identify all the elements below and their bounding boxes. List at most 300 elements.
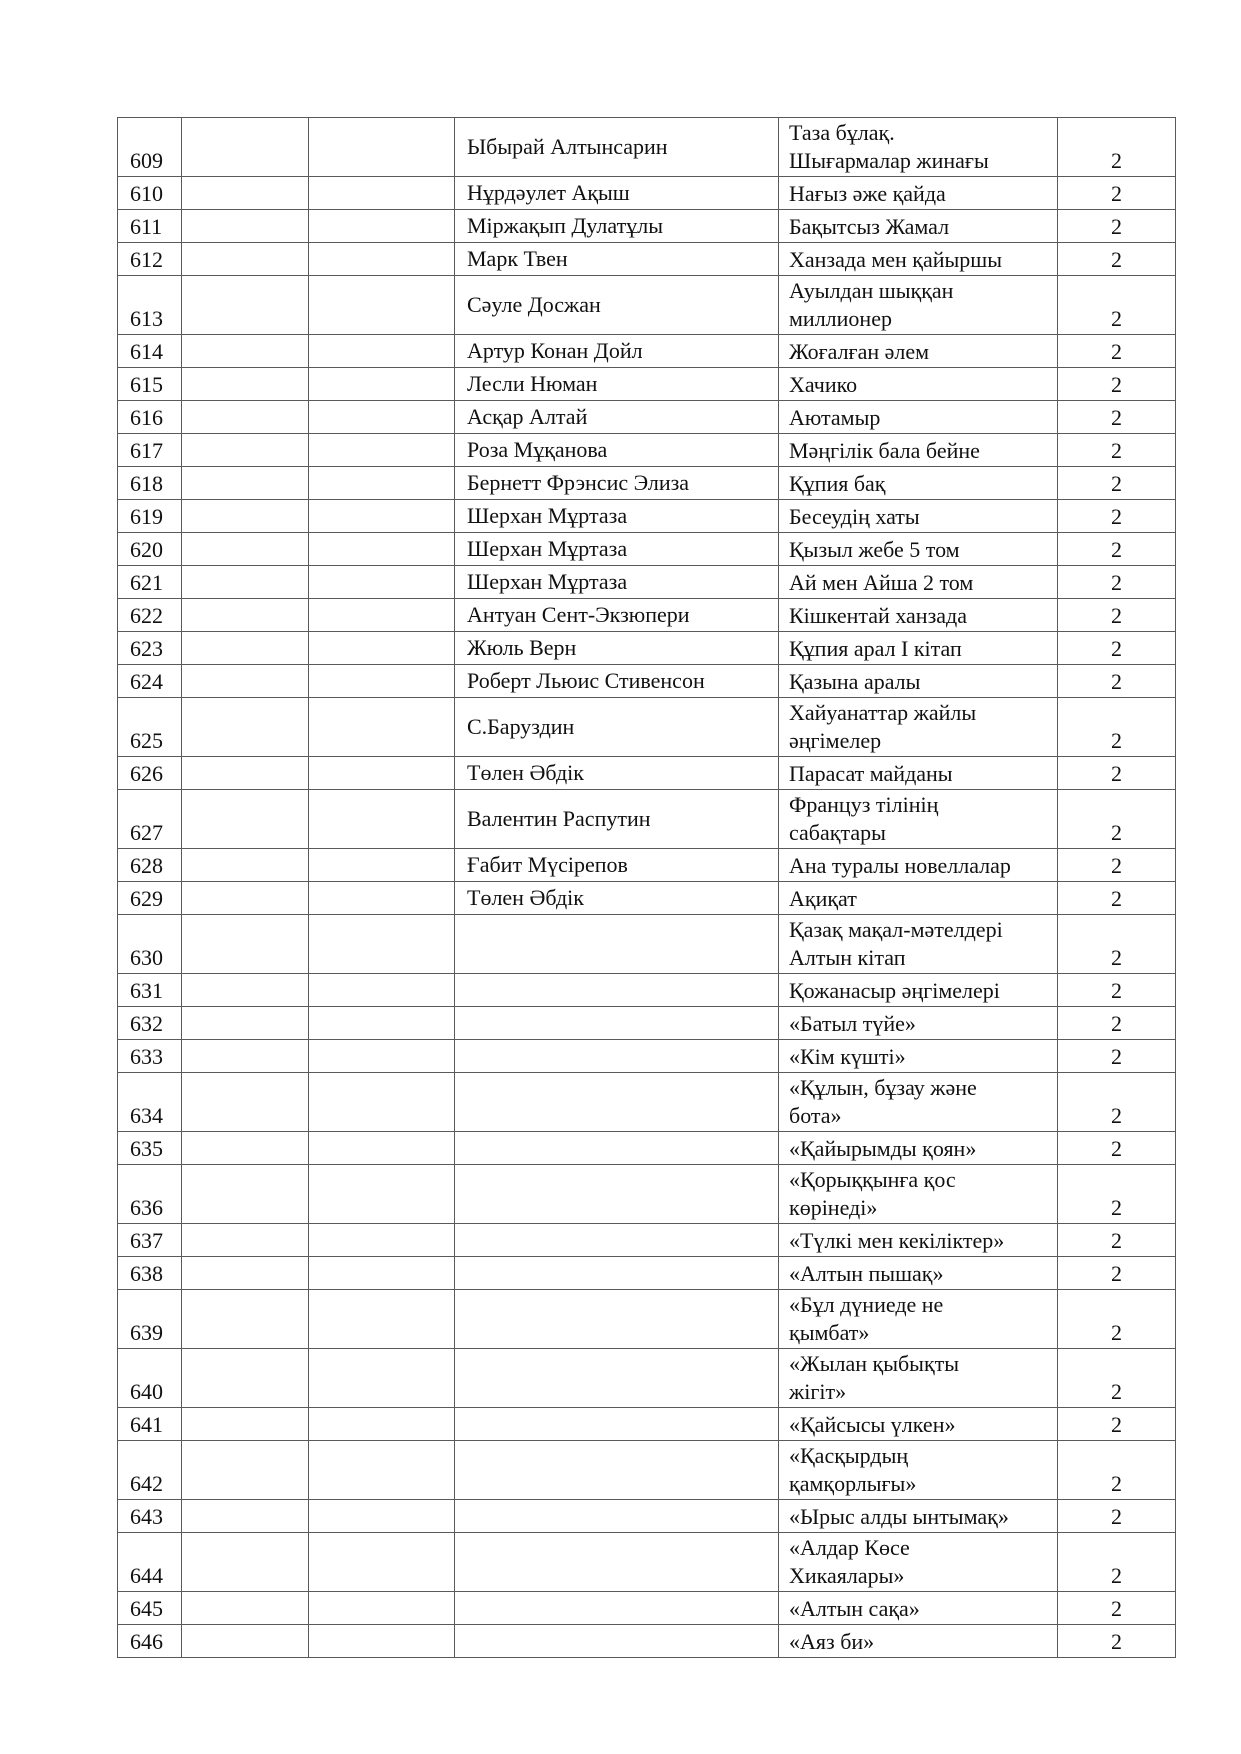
- table-row: [118, 335, 1176, 368]
- empty-cell: [182, 1625, 309, 1658]
- title-cell: [779, 118, 1058, 177]
- author-cell: Нұрдәулет Ақыш: [455, 177, 779, 210]
- table-row: [118, 243, 1176, 276]
- empty-cell: [309, 177, 455, 210]
- empty-cell: [309, 566, 455, 599]
- table-row: [118, 1040, 1176, 1073]
- empty-cell: [182, 177, 309, 210]
- table-row: [118, 1625, 1176, 1658]
- copies-count-cell: 2: [1058, 243, 1176, 276]
- row-number-cell: 635: [118, 1132, 182, 1165]
- copies-count-cell: 2: [1058, 790, 1176, 849]
- author-cell: Жюль Верн: [455, 632, 779, 665]
- empty-cell: [182, 849, 309, 882]
- table-row: [118, 177, 1176, 210]
- author-cell: [455, 1625, 779, 1658]
- title-line: қымбат»: [789, 1320, 870, 1345]
- author-cell: [455, 915, 779, 974]
- empty-cell: [309, 1073, 455, 1132]
- empty-cell: [182, 434, 309, 467]
- title-cell: [779, 915, 1058, 974]
- row-number-cell: 610: [118, 177, 182, 210]
- row-number-cell: 636: [118, 1165, 182, 1224]
- copies-count-cell: 2: [1058, 599, 1176, 632]
- empty-cell: [182, 632, 309, 665]
- empty-cell: [182, 566, 309, 599]
- author-cell: Шерхан Мұртаза: [455, 533, 779, 566]
- empty-cell: [309, 915, 455, 974]
- table-row: [118, 1441, 1176, 1500]
- row-number-cell: 629: [118, 882, 182, 915]
- title-line: Аютамыр: [789, 405, 881, 430]
- title-line: «Қасқырдың: [789, 1443, 909, 1468]
- copies-count-cell: 2: [1058, 500, 1176, 533]
- title-line: Жоғалған әлем: [789, 339, 930, 364]
- author-cell: Шерхан Мұртаза: [455, 500, 779, 533]
- title-cell: [779, 1290, 1058, 1349]
- copies-count-cell: 2: [1058, 1073, 1176, 1132]
- title-line: Қожанасыр әңгімелері: [789, 978, 1000, 1003]
- empty-cell: [309, 335, 455, 368]
- title-cell: [779, 757, 1058, 790]
- title-cell: [779, 434, 1058, 467]
- title-line: Хачико: [789, 372, 858, 397]
- title-line: Құпия бақ: [789, 471, 886, 496]
- title-line: «Қайсысы үлкен»: [789, 1412, 956, 1437]
- empty-cell: [182, 118, 309, 177]
- title-cell: [779, 1408, 1058, 1441]
- row-number-cell: 628: [118, 849, 182, 882]
- title-line: «Кім күшті»: [789, 1044, 906, 1069]
- table-row: [118, 210, 1176, 243]
- title-line: Қазақ мақал-мәтелдері: [789, 917, 1003, 942]
- title-cell: [779, 1073, 1058, 1132]
- empty-cell: [309, 698, 455, 757]
- author-cell: [455, 1533, 779, 1592]
- copies-count-cell: 2: [1058, 533, 1176, 566]
- author-cell: [455, 1592, 779, 1625]
- empty-cell: [182, 1349, 309, 1408]
- title-line: Қызыл жебе 5 том: [789, 537, 960, 562]
- table-row: [118, 401, 1176, 434]
- table-row: [118, 974, 1176, 1007]
- empty-cell: [182, 1533, 309, 1592]
- copies-count-cell: 2: [1058, 665, 1176, 698]
- title-line: «Түлкі мен кекіліктер»: [789, 1228, 1005, 1253]
- row-number-cell: 626: [118, 757, 182, 790]
- table-row: [118, 1007, 1176, 1040]
- row-number-cell: 640: [118, 1349, 182, 1408]
- title-line: жігіт»: [789, 1379, 847, 1404]
- row-number-cell: 641: [118, 1408, 182, 1441]
- copies-count-cell: 2: [1058, 467, 1176, 500]
- empty-cell: [182, 1257, 309, 1290]
- author-cell: [455, 1257, 779, 1290]
- title-line: сабақтары: [789, 820, 886, 845]
- author-cell: [455, 1040, 779, 1073]
- empty-cell: [182, 533, 309, 566]
- empty-cell: [309, 632, 455, 665]
- author-cell: Міржақып Дулатұлы: [455, 210, 779, 243]
- empty-cell: [182, 1290, 309, 1349]
- title-line: «Алтын сақа»: [789, 1596, 920, 1621]
- row-number-cell: 624: [118, 665, 182, 698]
- empty-cell: [182, 210, 309, 243]
- title-cell: [779, 276, 1058, 335]
- row-number-cell: 634: [118, 1073, 182, 1132]
- author-cell: Лесли Нюман: [455, 368, 779, 401]
- title-cell: [779, 599, 1058, 632]
- table-row: [118, 1592, 1176, 1625]
- copies-count-cell: 2: [1058, 434, 1176, 467]
- title-line: Ханзада мен қайыршы: [789, 247, 1003, 272]
- title-cell: [779, 533, 1058, 566]
- table-row: [118, 276, 1176, 335]
- author-cell: Роберт Льюис Стивенсон: [455, 665, 779, 698]
- empty-cell: [309, 1132, 455, 1165]
- copies-count-cell: 2: [1058, 210, 1176, 243]
- table-row: [118, 1165, 1176, 1224]
- copies-count-cell: 2: [1058, 276, 1176, 335]
- row-number-cell: 630: [118, 915, 182, 974]
- empty-cell: [182, 1441, 309, 1500]
- copies-count-cell: 2: [1058, 401, 1176, 434]
- author-cell: С.Баруздин: [455, 698, 779, 757]
- row-number-cell: 645: [118, 1592, 182, 1625]
- author-cell: [455, 1007, 779, 1040]
- row-number-cell: 612: [118, 243, 182, 276]
- row-number-cell: 637: [118, 1224, 182, 1257]
- copies-count-cell: 2: [1058, 915, 1176, 974]
- table-row: [118, 434, 1176, 467]
- empty-cell: [309, 210, 455, 243]
- empty-cell: [182, 882, 309, 915]
- title-line: «Жылан қыбықты: [789, 1351, 960, 1376]
- table-row: [118, 915, 1176, 974]
- empty-cell: [182, 1408, 309, 1441]
- author-cell: [455, 1224, 779, 1257]
- empty-cell: [309, 790, 455, 849]
- table-row: [118, 632, 1176, 665]
- row-number-cell: 631: [118, 974, 182, 1007]
- empty-cell: [182, 1007, 309, 1040]
- row-number-cell: 614: [118, 335, 182, 368]
- copies-count-cell: 2: [1058, 698, 1176, 757]
- title-line: көрінеді»: [789, 1195, 878, 1220]
- row-number-cell: 619: [118, 500, 182, 533]
- title-cell: [779, 368, 1058, 401]
- copies-count-cell: 2: [1058, 118, 1176, 177]
- empty-cell: [182, 698, 309, 757]
- row-number-cell: 638: [118, 1257, 182, 1290]
- author-cell: Төлен Әбдік: [455, 882, 779, 915]
- author-cell: [455, 1073, 779, 1132]
- copies-count-cell: 2: [1058, 1533, 1176, 1592]
- title-cell: [779, 1441, 1058, 1500]
- author-cell: [455, 1132, 779, 1165]
- table-row: [118, 849, 1176, 882]
- row-number-cell: 613: [118, 276, 182, 335]
- title-line: Ана туралы новеллалар: [789, 853, 1011, 878]
- copies-count-cell: 2: [1058, 1132, 1176, 1165]
- row-number-cell: 639: [118, 1290, 182, 1349]
- table-row: [118, 599, 1176, 632]
- author-cell: Шерхан Мұртаза: [455, 566, 779, 599]
- empty-cell: [309, 1290, 455, 1349]
- empty-cell: [309, 533, 455, 566]
- table-row: [118, 500, 1176, 533]
- table-row: [118, 790, 1176, 849]
- copies-count-cell: 2: [1058, 368, 1176, 401]
- title-line: Шығармалар жинағы: [789, 148, 989, 173]
- row-number-cell: 646: [118, 1625, 182, 1658]
- title-cell: [779, 1257, 1058, 1290]
- empty-cell: [309, 974, 455, 1007]
- title-cell: [779, 1349, 1058, 1408]
- row-number-cell: 615: [118, 368, 182, 401]
- empty-cell: [182, 401, 309, 434]
- row-number-cell: 620: [118, 533, 182, 566]
- table-row: [118, 566, 1176, 599]
- title-line: Таза бұлақ.: [789, 120, 895, 145]
- table-row: [118, 1257, 1176, 1290]
- title-line: Хайуанаттар жайлы: [789, 700, 977, 725]
- author-cell: Ыбырай Алтынсарин: [455, 118, 779, 177]
- table-row: [118, 467, 1176, 500]
- empty-cell: [182, 915, 309, 974]
- title-cell: [779, 790, 1058, 849]
- empty-cell: [309, 434, 455, 467]
- table-row: [118, 1349, 1176, 1408]
- table-row: [118, 533, 1176, 566]
- empty-cell: [309, 467, 455, 500]
- empty-cell: [309, 500, 455, 533]
- row-number-cell: 633: [118, 1040, 182, 1073]
- copies-count-cell: 2: [1058, 335, 1176, 368]
- table-body: [118, 118, 1176, 1658]
- author-cell: Марк Твен: [455, 243, 779, 276]
- title-line: Бесеудің хаты: [789, 504, 920, 529]
- title-cell: [779, 243, 1058, 276]
- title-line: Ай мен Айша 2 том: [789, 570, 974, 595]
- table-row: [118, 1533, 1176, 1592]
- table-row: [118, 1132, 1176, 1165]
- title-cell: [779, 1592, 1058, 1625]
- title-cell: [779, 665, 1058, 698]
- copies-count-cell: 2: [1058, 566, 1176, 599]
- title-cell: [779, 177, 1058, 210]
- title-line: «Аяз би»: [789, 1629, 875, 1654]
- empty-cell: [309, 243, 455, 276]
- table-row: [118, 665, 1176, 698]
- empty-cell: [182, 500, 309, 533]
- author-cell: [455, 1500, 779, 1533]
- empty-cell: [309, 1441, 455, 1500]
- empty-cell: [309, 1500, 455, 1533]
- title-line: «Ырыс алды ынтымақ»: [789, 1504, 1009, 1529]
- title-line: «Қайырымды қоян»: [789, 1136, 977, 1161]
- empty-cell: [309, 1408, 455, 1441]
- row-number-cell: 623: [118, 632, 182, 665]
- empty-cell: [182, 1073, 309, 1132]
- title-line: Ауылдан шыққан: [789, 278, 954, 303]
- empty-cell: [309, 599, 455, 632]
- title-line: бота»: [789, 1103, 842, 1128]
- empty-cell: [182, 467, 309, 500]
- title-cell: [779, 1625, 1058, 1658]
- author-cell: Асқар Алтай: [455, 401, 779, 434]
- empty-cell: [309, 849, 455, 882]
- empty-cell: [309, 368, 455, 401]
- empty-cell: [182, 1592, 309, 1625]
- title-cell: [779, 467, 1058, 500]
- row-number-cell: 618: [118, 467, 182, 500]
- empty-cell: [309, 1224, 455, 1257]
- title-cell: [779, 566, 1058, 599]
- title-cell: [779, 632, 1058, 665]
- empty-cell: [309, 1165, 455, 1224]
- row-number-cell: 627: [118, 790, 182, 849]
- title-cell: [779, 1165, 1058, 1224]
- table-row: [118, 1500, 1176, 1533]
- author-cell: Роза Мұқанова: [455, 434, 779, 467]
- row-number-cell: 643: [118, 1500, 182, 1533]
- copies-count-cell: 2: [1058, 1040, 1176, 1073]
- copies-count-cell: 2: [1058, 1165, 1176, 1224]
- empty-cell: [182, 1224, 309, 1257]
- title-cell: [779, 882, 1058, 915]
- author-cell: [455, 1165, 779, 1224]
- title-cell: [779, 1533, 1058, 1592]
- empty-cell: [309, 1592, 455, 1625]
- title-cell: [779, 974, 1058, 1007]
- empty-cell: [182, 1165, 309, 1224]
- empty-cell: [309, 118, 455, 177]
- copies-count-cell: 2: [1058, 849, 1176, 882]
- row-number-cell: 609: [118, 118, 182, 177]
- title-line: Қазына аралы: [789, 669, 921, 694]
- title-line: «Бұл дүниеде не: [789, 1292, 944, 1317]
- copies-count-cell: 2: [1058, 882, 1176, 915]
- empty-cell: [309, 665, 455, 698]
- empty-cell: [309, 276, 455, 335]
- copies-count-cell: 2: [1058, 1625, 1176, 1658]
- empty-cell: [309, 757, 455, 790]
- title-cell: [779, 210, 1058, 243]
- title-cell: [779, 1040, 1058, 1073]
- title-line: Бақытсыз Жамал: [789, 214, 950, 239]
- title-cell: [779, 335, 1058, 368]
- empty-cell: [309, 1040, 455, 1073]
- copies-count-cell: 2: [1058, 974, 1176, 1007]
- empty-cell: [182, 599, 309, 632]
- table-row: [118, 882, 1176, 915]
- empty-cell: [309, 882, 455, 915]
- row-number-cell: 621: [118, 566, 182, 599]
- table-row: [118, 1290, 1176, 1349]
- title-line: Парасат майданы: [789, 761, 953, 786]
- author-cell: [455, 1441, 779, 1500]
- empty-cell: [309, 1007, 455, 1040]
- copies-count-cell: 2: [1058, 632, 1176, 665]
- empty-cell: [182, 1132, 309, 1165]
- table-row: [118, 368, 1176, 401]
- author-cell: Антуан Сент-Экзюпери: [455, 599, 779, 632]
- empty-cell: [309, 1533, 455, 1592]
- book-list-table: [117, 117, 1176, 1658]
- copies-count-cell: 2: [1058, 757, 1176, 790]
- table-row: [118, 1073, 1176, 1132]
- author-cell: [455, 1408, 779, 1441]
- title-line: қамқорлығы»: [789, 1471, 917, 1496]
- row-number-cell: 622: [118, 599, 182, 632]
- title-cell: [779, 500, 1058, 533]
- title-line: Хикаялары»: [789, 1563, 905, 1588]
- author-cell: [455, 974, 779, 1007]
- copies-count-cell: 2: [1058, 1500, 1176, 1533]
- row-number-cell: 642: [118, 1441, 182, 1500]
- table-row: [118, 757, 1176, 790]
- title-line: Француз тілінің: [789, 792, 939, 817]
- empty-cell: [182, 1040, 309, 1073]
- title-line: Алтын кітап: [789, 945, 906, 970]
- empty-cell: [182, 243, 309, 276]
- title-cell: [779, 1500, 1058, 1533]
- empty-cell: [182, 974, 309, 1007]
- row-number-cell: 617: [118, 434, 182, 467]
- row-number-cell: 616: [118, 401, 182, 434]
- copies-count-cell: 2: [1058, 1224, 1176, 1257]
- empty-cell: [182, 790, 309, 849]
- title-line: миллионер: [789, 306, 892, 331]
- author-cell: Бернетт Фрэнсис Элиза: [455, 467, 779, 500]
- copies-count-cell: 2: [1058, 1408, 1176, 1441]
- table-row: [118, 1224, 1176, 1257]
- table-row: [118, 698, 1176, 757]
- title-cell: [779, 698, 1058, 757]
- title-line: әңгімелер: [789, 728, 882, 753]
- title-cell: [779, 849, 1058, 882]
- author-cell: Ғабит Мүсірепов: [455, 849, 779, 882]
- title-line: Мәңгілік бала бейне: [789, 438, 980, 463]
- empty-cell: [309, 1625, 455, 1658]
- copies-count-cell: 2: [1058, 1349, 1176, 1408]
- copies-count-cell: 2: [1058, 1592, 1176, 1625]
- empty-cell: [309, 401, 455, 434]
- empty-cell: [182, 368, 309, 401]
- copies-count-cell: 2: [1058, 177, 1176, 210]
- title-line: Нағыз әже қайда: [789, 181, 946, 206]
- empty-cell: [182, 335, 309, 368]
- title-line: Кішкентай ханзада: [789, 603, 967, 628]
- empty-cell: [309, 1257, 455, 1290]
- table-row: [118, 1408, 1176, 1441]
- title-line: «Батыл түйе»: [789, 1011, 916, 1036]
- author-cell: Артур Конан Дойл: [455, 335, 779, 368]
- title-line: Құпия арал І кітап: [789, 636, 962, 661]
- empty-cell: [182, 1500, 309, 1533]
- copies-count-cell: 2: [1058, 1257, 1176, 1290]
- row-number-cell: 644: [118, 1533, 182, 1592]
- title-cell: [779, 1007, 1058, 1040]
- title-cell: [779, 1132, 1058, 1165]
- empty-cell: [309, 1349, 455, 1408]
- author-cell: [455, 1349, 779, 1408]
- title-line: «Алдар Көсе: [789, 1535, 910, 1560]
- title-line: «Қорыққынға қос: [789, 1167, 956, 1192]
- author-cell: Төлен Әбдік: [455, 757, 779, 790]
- empty-cell: [182, 665, 309, 698]
